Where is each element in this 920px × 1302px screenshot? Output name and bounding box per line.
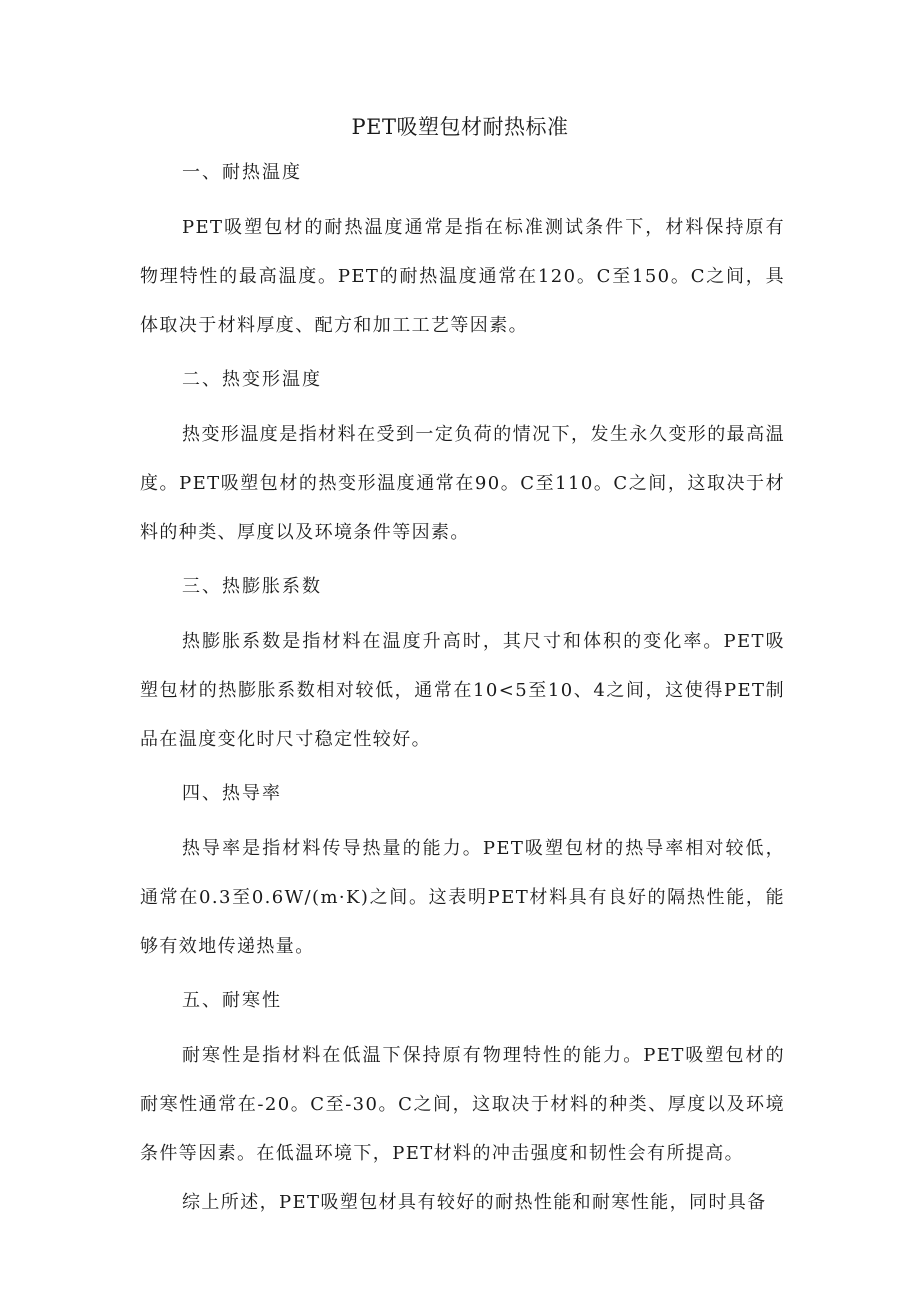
document-title: PET吸塑包材耐热标准 [351, 115, 569, 139]
section-heading: 五、耐寒性 [182, 990, 282, 1011]
conclusion-paragraph: 综上所述，PET吸塑包材具有较好的耐热性能和耐寒性能，同时具备 [182, 1192, 767, 1213]
section-paragraph: PET吸塑包材的耐热温度通常是指在标准测试条件下，材料保持原有物理特性的最高温度。PET的耐热温度通常在120。C至150。C之间，具体取决于材料厚度、配方和加工工艺等因素。 [140, 217, 785, 336]
section-paragraph: 热变形温度是指材料在受到一定负荷的情况下，发生永久变形的最高温度。PET吸塑包材的热变形温度通常在90。C至110。C之间，这取决于材料的种类、厚度以及环境条件等因素。 [140, 424, 785, 543]
section-paragraph: 热导率是指材料传导热量的能力。PET吸塑包材的热导率相对较低，通常在0.3至0.6W/(m·K)之间。这表明PET材料具有良好的隔热性能，能够有效地传递热量。 [140, 838, 785, 957]
section-heading: 三、热膨胀系数 [182, 576, 322, 597]
section-paragraph: 热膨胀系数是指材料在温度升高时，其尺寸和体积的变化率。PET吸塑包材的热膨胀系数相对较低，通常在10<5至10、4之间，这使得PET制品在温度变化时尺寸稳定性较好。 [140, 631, 785, 750]
section-paragraph: 耐寒性是指材料在低温下保持原有物理特性的能力。PET吸塑包材的耐寒性通常在-20。C至-30。C之间，这取决于材料的种类、厚度以及环境条件等因素。在低温环境下，PET材料的冲击强度和韧性会有所提高。 [140, 1045, 785, 1164]
section-heading: 一、耐热温度 [182, 162, 302, 183]
document-body [140, 156, 785, 1227]
section-heading: 二、热变形温度 [182, 369, 322, 390]
section-heading: 四、热导率 [182, 783, 282, 804]
